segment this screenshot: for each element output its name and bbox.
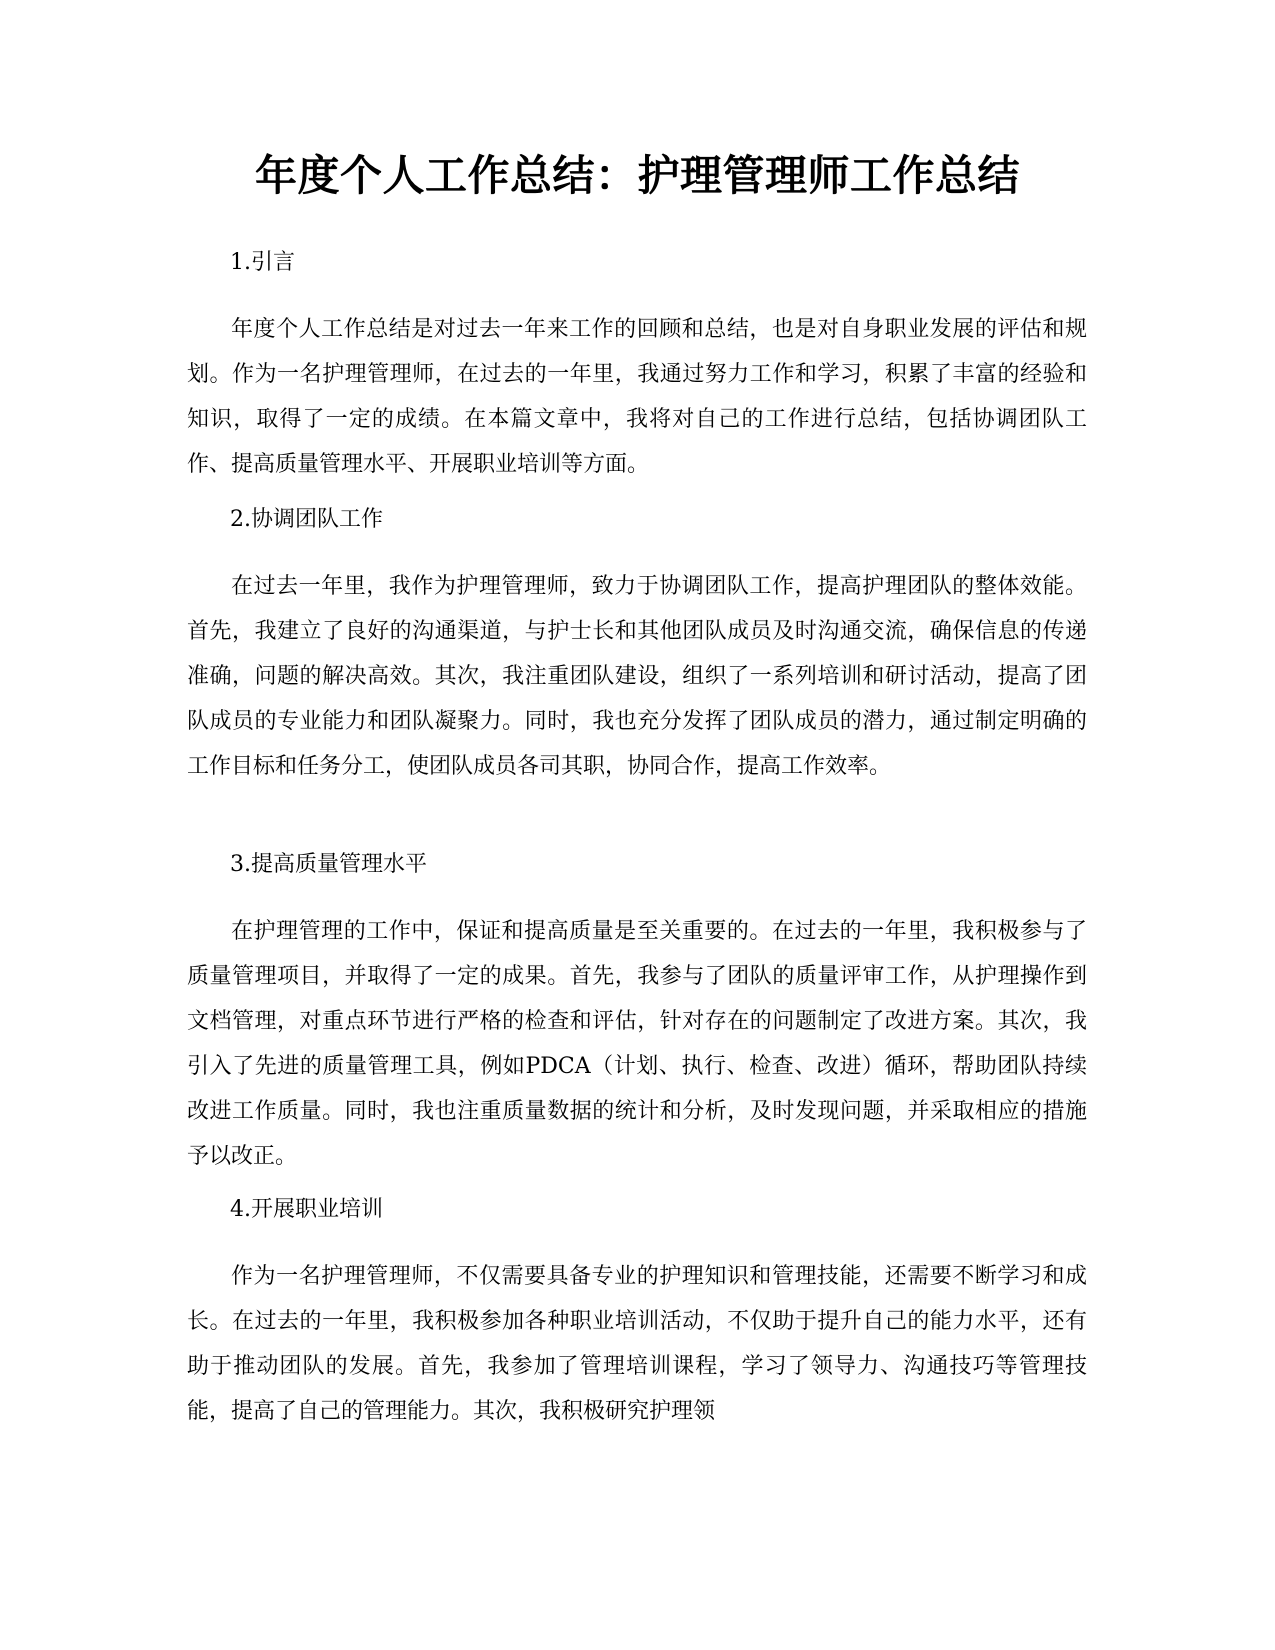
section-body-quality-management: 在护理管理的工作中，保证和提高质量是至关重要的。在过去的一年里，我积极参与了质量管理项目，并取得了一定的成果。首先，我参与了团队的质量评审工作，从护理操作到文档管理，对重点环节进行严格的检查和评估，针对存在的问题制定了改进方案。其次，我引入了先进的质量管理工具，例如PDCA（计划、执行、检查、改进）循环，帮助团队持续改进工作质量。同时，我也注重质量数据的统计和分析，及时发现问题，并采取相应的措施予以改正。 <box>187 919 1087 1169</box>
section-heading-team-coordination: 2.协调团队工作 <box>230 507 383 532</box>
section-heading-quality-management: 3.提高质量管理水平 <box>230 852 427 877</box>
section-body-team-coordination: 在过去一年里，我作为护理管理师，致力于协调团队工作，提高护理团队的整体效能。首先，我建立了良好的沟通渠道，与护士长和其他团队成员及时沟通交流，确保信息的传递准确，问题的解决高效。其次，我注重团队建设，组织了一系列培训和研讨活动，提高了团队成员的专业能力和团队凝聚力。同时，我也充分发挥了团队成员的潜力，通过制定明确的工作目标和任务分工，使团队成员各司其职，协同合作，提高工作效率。 <box>187 574 1087 779</box>
document-title: 年度个人工作总结：护理管理师工作总结 <box>254 151 1020 200</box>
section-heading-introduction: 1.引言 <box>230 250 295 275</box>
section-body-introduction: 年度个人工作总结是对过去一年来工作的回顾和总结，也是对自身职业发展的评估和规划。作为一名护理管理师，在过去的一年里，我通过努力工作和学习，积累了丰富的经验和知识，取得了一定的成绩。在本篇文章中，我将对自己的工作进行总结，包括协调团队工作、提高质量管理水平、开展职业培训等方面。 <box>187 317 1087 477</box>
section-heading-professional-training: 4.开展职业培训 <box>230 1197 383 1222</box>
section-body-professional-training: 作为一名护理管理师，不仅需要具备专业的护理知识和管理技能，还需要不断学习和成长。在过去的一年里，我积极参加各种职业培训活动，不仅助于提升自己的能力水平，还有助于推动团队的发展。首先，我参加了管理培训课程，学习了领导力、沟通技巧等管理技能，提高了自己的管理能力。其次，我积极研究护理领 <box>187 1264 1087 1424</box>
